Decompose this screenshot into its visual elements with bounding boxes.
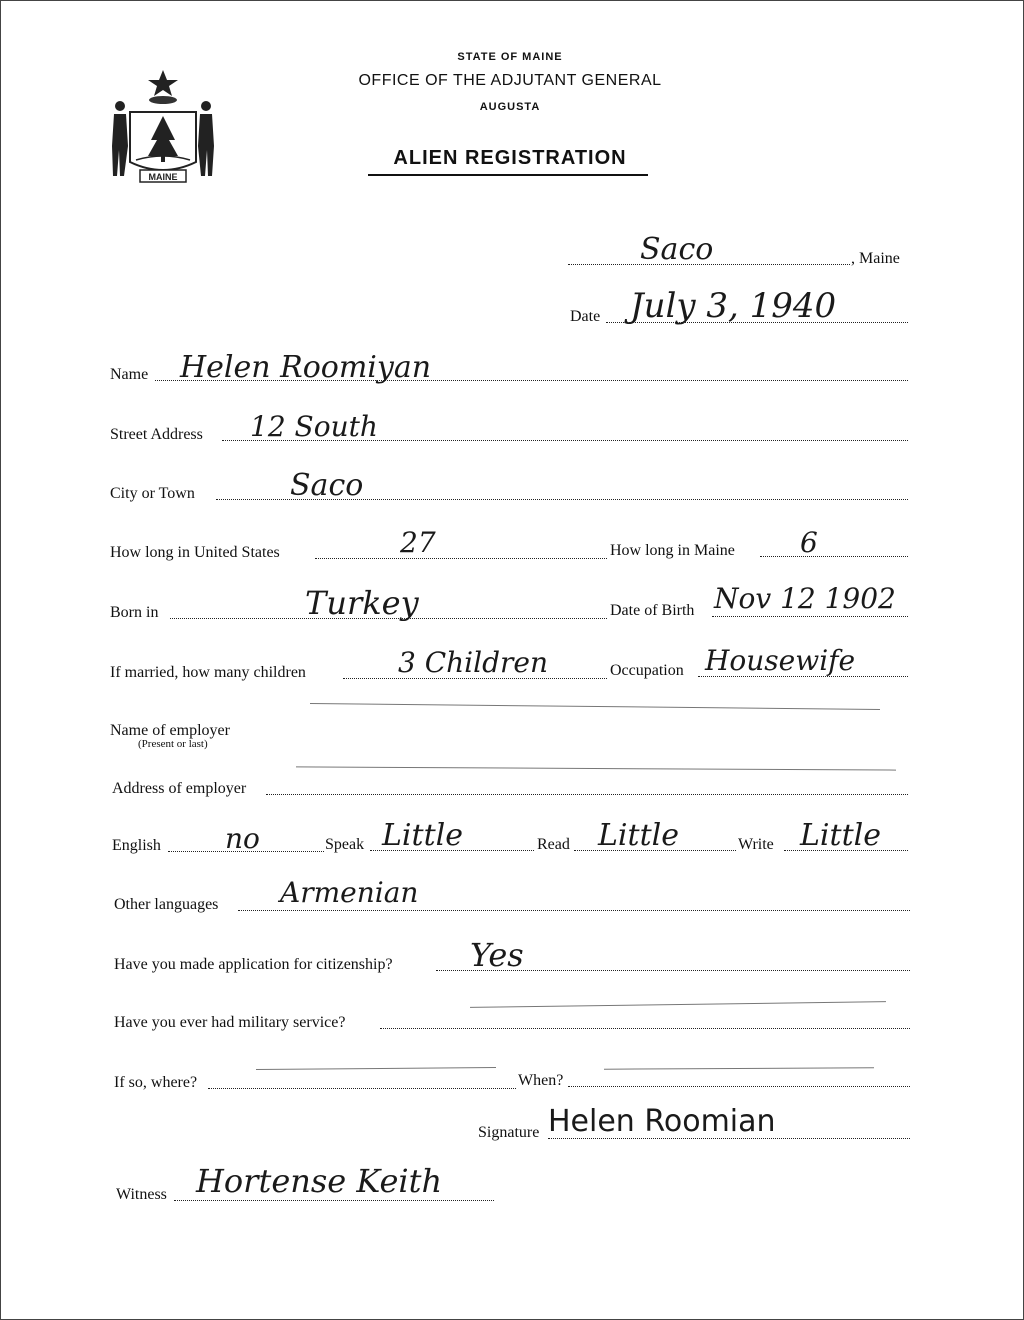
other-languages-value: Armenian xyxy=(280,876,419,909)
header-office: OFFICE OF THE ADJUTANT GENERAL xyxy=(358,72,662,89)
date-of-birth-value: Nov 12 1902 xyxy=(714,582,896,615)
how-long-maine-label: How long in Maine xyxy=(610,542,735,559)
date-value: July 3, 1940 xyxy=(630,286,837,326)
how-long-maine-value: 6 xyxy=(800,526,818,559)
state-seal-icon xyxy=(108,66,218,188)
name-label: Name xyxy=(110,366,149,383)
form-title: ALIEN REGISTRATION xyxy=(393,147,627,169)
date-label: Date xyxy=(570,308,601,325)
city-label: City or Town xyxy=(110,485,195,502)
citizenship-value: Yes xyxy=(470,936,524,974)
when-label: When? xyxy=(518,1072,564,1089)
military-label: Have you ever had military service? xyxy=(114,1014,346,1031)
seal-motto: MAINE xyxy=(148,172,178,182)
occupation-label: Occupation xyxy=(610,662,684,679)
employer-note: (Present or last) xyxy=(138,738,208,750)
children-value: 3 Children xyxy=(398,646,548,679)
how-long-us-value: 27 xyxy=(400,526,436,559)
how-long-us-label: How long in United States xyxy=(110,544,280,561)
town-value: Saco xyxy=(640,232,714,267)
witness-value: Hortense Keith xyxy=(196,1162,443,1200)
occupation-value: Housewife xyxy=(705,644,856,677)
street-label: Street Address xyxy=(110,426,203,443)
maine-label: , Maine xyxy=(851,250,900,267)
city-value: Saco xyxy=(290,468,364,503)
children-label: If married, how many children xyxy=(110,664,306,681)
header-state: STATE OF MAINE xyxy=(457,51,563,63)
signature-label: Signature xyxy=(478,1124,540,1141)
name-value: Helen Roomiyan xyxy=(180,350,432,385)
other-languages-label: Other languages xyxy=(114,896,219,913)
write-label: Write xyxy=(738,836,774,853)
witness-label: Witness xyxy=(116,1186,167,1203)
citizenship-label: Have you made application for citizenship? xyxy=(114,956,393,973)
employer-label: Name of employer xyxy=(110,722,230,739)
speak-value: Little xyxy=(382,818,463,853)
write-value: Little xyxy=(800,818,881,853)
employer-address-label: Address of employer xyxy=(112,780,247,797)
read-value: Little xyxy=(598,818,679,853)
read-label: Read xyxy=(537,836,570,853)
date-of-birth-label: Date of Birth xyxy=(610,602,695,619)
speak-label: Speak xyxy=(325,836,365,853)
header-city: AUGUSTA xyxy=(479,101,541,113)
born-in-label: Born in xyxy=(110,604,159,621)
title-underline xyxy=(368,174,648,176)
signature-value: Helen Roomian xyxy=(548,1104,776,1139)
english-value: no xyxy=(225,822,260,855)
street-value: 12 South xyxy=(250,410,378,443)
born-in-value: Turkey xyxy=(305,584,419,622)
where-label: If so, where? xyxy=(114,1074,198,1091)
english-label: English xyxy=(112,837,161,854)
